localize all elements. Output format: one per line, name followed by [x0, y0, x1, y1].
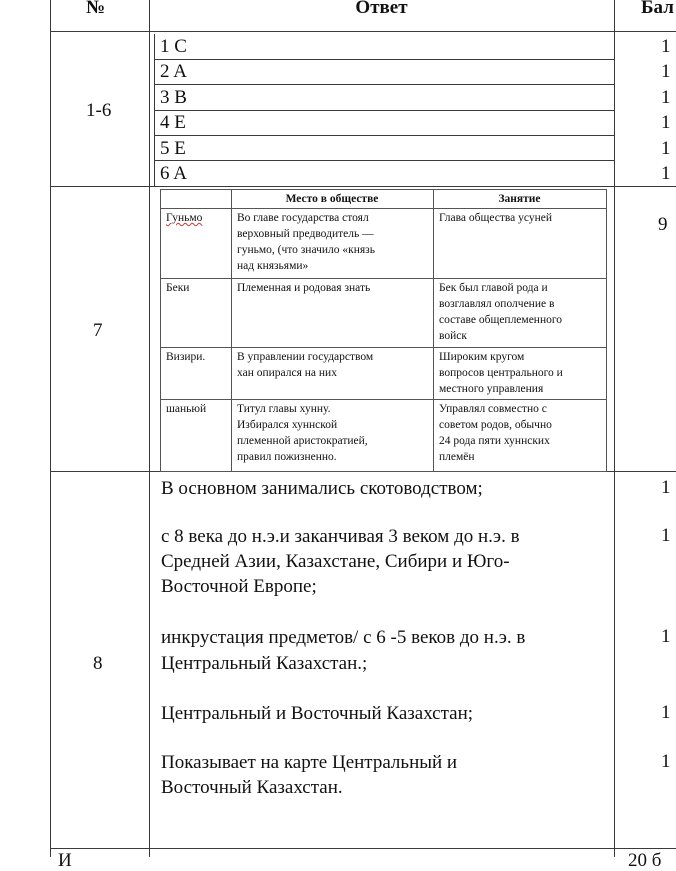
- society-place: хан опирался на них: [237, 367, 337, 379]
- score-7: 9: [658, 214, 668, 235]
- row-number-8: 8: [93, 653, 103, 674]
- footer-score: 20 б: [628, 850, 662, 871]
- society-name: Беки: [166, 282, 190, 294]
- answer-line: [154, 59, 614, 60]
- score-8-4: 1: [661, 702, 671, 723]
- answer-8-2: с 8 века до н.э.и заканчивая 3 веком до н.э. в: [161, 526, 520, 547]
- score-2: 1: [661, 61, 671, 82]
- score-4: 1: [661, 112, 671, 133]
- table-vline-mid: [149, 0, 150, 857]
- footer-label: И: [58, 850, 72, 871]
- answer-2: 2 A: [160, 61, 187, 82]
- society-place: правил пожизненно.: [237, 451, 337, 463]
- society-occupation: Бек был главой рода и: [439, 282, 548, 294]
- society-place: над князьями»: [237, 260, 309, 272]
- score-8-3: 1: [661, 626, 671, 647]
- society-name: Гуньмо: [166, 212, 203, 224]
- society-place: Племенная и родовая знать: [237, 282, 371, 294]
- answer-8-4: Центральный и Восточный Казахстан;: [161, 703, 474, 724]
- header-answer: Ответ: [355, 0, 408, 18]
- row-number-7: 7: [93, 320, 103, 341]
- row-divider-1-6: [50, 186, 676, 187]
- answer-4: 4 E: [160, 112, 186, 133]
- table-vline-right: [614, 0, 615, 857]
- society-occupation: составе общеплеменного: [439, 314, 563, 326]
- score-8-2: 1: [661, 525, 671, 546]
- answer-8-2: Восточной Европе;: [161, 576, 317, 597]
- society-place: племенной аристократией,: [237, 435, 368, 447]
- score-3: 1: [661, 87, 671, 108]
- score-5: 1: [661, 138, 671, 159]
- society-head-place: Место в обществе: [285, 193, 379, 205]
- society-place: Избирался хуннской: [237, 419, 338, 431]
- answer-line: [154, 110, 614, 111]
- society-place: В управлении государством: [237, 351, 374, 363]
- score-8-5: 1: [661, 751, 671, 772]
- answer-5: 5 E: [160, 138, 186, 159]
- society-place: Во главе государства стоял: [237, 212, 369, 224]
- society-place: Титул главы хунну.: [237, 403, 331, 415]
- society-occupation: возглавлял ополчение в: [439, 298, 555, 310]
- society-name: шаньюй: [166, 403, 207, 415]
- table-vline-left: [50, 0, 51, 857]
- society-occupation: местного управления: [439, 383, 544, 395]
- answer-3: 3 B: [160, 87, 187, 108]
- header-number: №: [86, 0, 106, 18]
- society-occupation: Управлял совместно с: [439, 403, 547, 415]
- society-occupation: Широким кругом: [439, 351, 525, 363]
- answer-6: 6 A: [160, 163, 187, 184]
- society-name: Визири.: [166, 351, 206, 363]
- answer-8-1: В основном занимались скотоводством;: [161, 478, 483, 499]
- header-score: Бал: [641, 0, 674, 18]
- society-occupation: советом родов, обычно: [439, 419, 552, 431]
- row-divider-8: [50, 848, 676, 849]
- society-occupation: 24 рода пяти хуннских: [439, 435, 550, 447]
- answer-8-5: Восточный Казахстан.: [161, 777, 343, 798]
- society-occupation: Глава общества усуней: [439, 212, 552, 224]
- answer-8-5: Показывает на карте Центральный и: [161, 752, 458, 773]
- answer-8-2: Средней Азии, Казахстане, Сибири и Юго-: [161, 551, 510, 572]
- score-6: 1: [661, 163, 671, 184]
- answer-8-3: Центральный Казахстан.;: [161, 653, 368, 674]
- society-occupation: племён: [439, 451, 475, 463]
- answer-line: [154, 135, 614, 136]
- answer-8-3: инкрустация предметов/ с 6 -5 веков до н.э. в: [161, 627, 526, 648]
- society-occupation: войск: [439, 330, 467, 342]
- society-occupation: вопросов центрального и: [439, 367, 563, 379]
- answer-line: [154, 160, 614, 161]
- society-place: верховный предводитель —: [237, 228, 374, 240]
- answer-line: [154, 84, 614, 85]
- society-place: гуньмо, (что значило «князь: [237, 244, 375, 256]
- row-number-1-6: 1-6: [86, 100, 112, 121]
- score-1: 1: [661, 36, 671, 57]
- score-8-1: 1: [661, 477, 671, 498]
- header-divider: [50, 31, 676, 32]
- society-table: [160, 189, 607, 472]
- answer-1: 1 C: [160, 36, 187, 57]
- society-head-occupation: Занятие: [498, 193, 541, 205]
